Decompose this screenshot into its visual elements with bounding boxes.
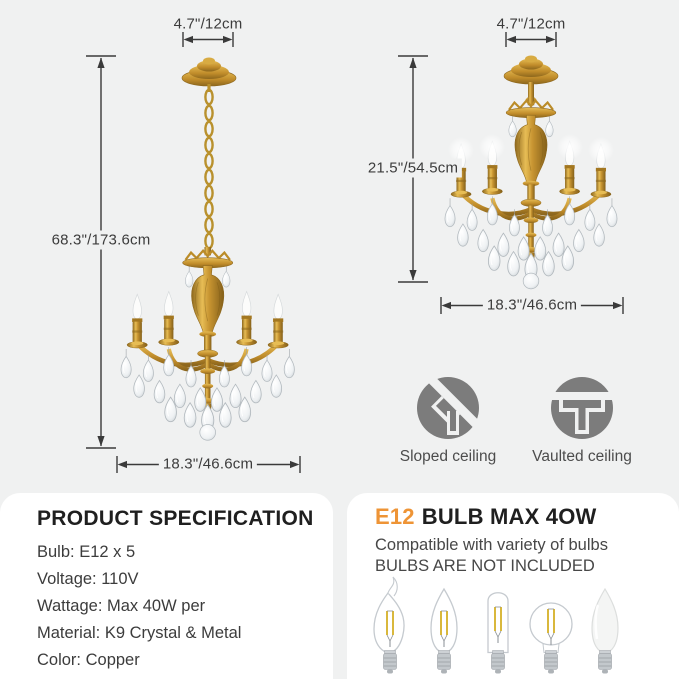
bulb-title-rest: BULB MAX 4OW xyxy=(421,504,597,529)
vaulted-ceiling-icon xyxy=(551,377,613,439)
tubular-bulb xyxy=(488,593,508,674)
semiflush-height-label: 21.5"/54.5cm xyxy=(364,159,462,178)
spec-item-wattage: Wattage: Max 40W per xyxy=(37,597,206,615)
bulb-title xyxy=(375,504,679,530)
product-spec-list xyxy=(37,542,333,669)
torpedo-bulb xyxy=(431,589,457,674)
bulbs-not-included-text: BULBS ARE NOT INCLUDED xyxy=(375,557,595,575)
semiflush-top-width-label: 4.7"/12cm xyxy=(496,15,566,33)
pendant-height-label: 68.3"/173.6cm xyxy=(48,231,155,250)
ceiling-option-vaulted xyxy=(524,377,640,466)
ceiling-option-sloped xyxy=(390,377,506,466)
product-spec-title: PRODUCT SPECIFICATION xyxy=(37,507,314,530)
vaulted-ceiling-label: Vaulted ceiling xyxy=(532,448,632,465)
semiflush-width-label: 18.3"/46.6cm xyxy=(483,296,581,315)
spec-item-bulb: Bulb: E12 x 5 xyxy=(37,543,136,561)
spec-item-color: Color: Copper xyxy=(37,651,140,669)
chain xyxy=(205,90,212,248)
sloped-ceiling-label: Sloped ceiling xyxy=(399,448,497,465)
pendant-width-label: 18.3"/46.6cm xyxy=(159,455,257,474)
bulb-info-card xyxy=(347,493,679,679)
sloped-ceiling-icon xyxy=(417,377,479,439)
product-spec-card xyxy=(0,493,333,679)
spec-item-material: Material: K9 Crystal & Metal xyxy=(37,624,242,642)
pendant-top-width-label: 4.7"/12cm xyxy=(173,15,243,33)
globe-bulb xyxy=(530,603,572,674)
bulb-icons xyxy=(347,567,679,679)
flame-tip-bulb xyxy=(374,577,404,674)
frosted-candle-bulb xyxy=(592,589,618,674)
spec-item-voltage: Voltage: 110V xyxy=(37,570,139,588)
semi-flush-chandelier-diagram xyxy=(445,56,617,289)
bulb-socket-type: E12 xyxy=(375,504,415,529)
bulb-compatibility-text: Compatible with variety of bulbs xyxy=(375,536,608,554)
